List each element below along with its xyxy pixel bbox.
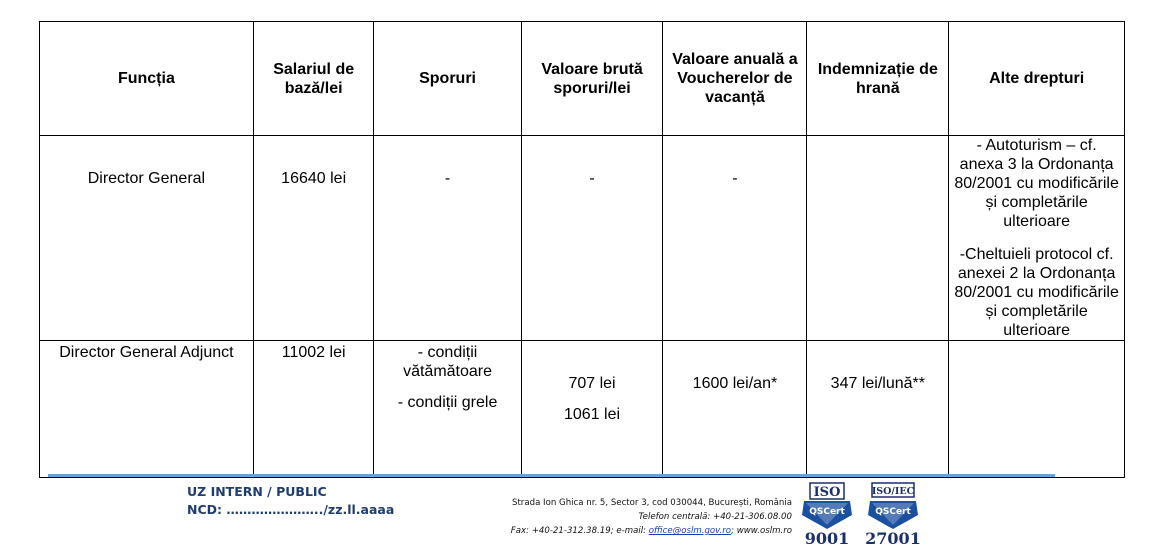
ncd-label: NCD: …………………../zz.ll.aaaa <box>187 502 395 517</box>
gross-hard: 1061 lei <box>564 406 621 423</box>
web-text: ; www.oslm.ro <box>731 526 792 536</box>
fax-text: Fax: +40-21-312.38.19; e-mail: <box>510 526 649 536</box>
cell-gross: - <box>521 136 663 341</box>
header-food: Indemnizație de hrană <box>807 22 949 136</box>
address-text: Strada Ion Ghica nr. 5, Sector 3, cod 030044, București, România <box>511 498 792 508</box>
logo1-top: ISO <box>813 485 841 500</box>
fax-line <box>470 524 792 538</box>
cell-rights <box>949 341 1125 478</box>
cell-bonuses <box>374 341 521 478</box>
header-gross: Valoare brută sporuri/lei <box>521 22 663 136</box>
logo2-top: ISO/IEC <box>871 486 915 497</box>
cell-salary: 16640 lei <box>253 136 374 341</box>
classification-block <box>187 483 394 519</box>
logo2-brand: QSCert <box>875 507 911 517</box>
header-bonuses: Sporuri <box>374 22 521 136</box>
iso-27001-logo <box>864 481 922 547</box>
salary-table <box>39 21 1125 478</box>
header-salary: Salariul de bază/lei <box>253 22 374 136</box>
cell-food <box>807 136 949 341</box>
header-rights: Alte drepturi <box>949 22 1125 136</box>
cell-gross <box>521 341 663 478</box>
phone-text: Telefon centrală: +40-21-306.08.00 <box>638 512 792 522</box>
bonus-hard: - condiții grele <box>397 394 498 411</box>
rights-car: - Autoturism – cf. anexa 3 la Ordonanța 80/2001 cu modificările și completările ulterioare <box>954 137 1119 230</box>
cell-food: 347 lei/lună** <box>807 341 949 478</box>
rights-protocol: -Cheltuieli protocol cf. anexei 2 la Ordonanța 80/2001 cu modificările și completările ulterioare <box>954 246 1119 339</box>
iso-9001-logo <box>798 481 856 547</box>
classification-label: UZ INTERN / PUBLIC <box>187 484 327 499</box>
contact-block <box>470 496 792 538</box>
table-row <box>40 341 1125 478</box>
cell-vouchers: - <box>663 136 807 341</box>
header-func: Funcția <box>40 22 254 136</box>
cell-func: Director General <box>40 136 254 341</box>
email-link[interactable]: office@oslm.gov.ro <box>648 526 732 536</box>
footer-divider <box>48 474 1055 477</box>
table-row <box>40 136 1125 341</box>
cell-bonuses: - <box>374 136 521 341</box>
cell-func: Director General Adjunct <box>40 341 254 478</box>
table-header-row <box>40 22 1125 136</box>
logo1-brand: QSCert <box>809 507 845 517</box>
logo1-num: 9001 <box>804 529 850 547</box>
gross-harmful: 707 lei <box>568 375 616 392</box>
header-vouchers: Valoare anuală a Voucherelor de vacanță <box>663 22 807 136</box>
cell-rights <box>949 136 1125 341</box>
cell-salary: 11002 lei <box>253 341 374 478</box>
logo2-num: 27001 <box>865 529 921 547</box>
bonus-harmful: - condiții vătămătoare <box>403 344 493 380</box>
cell-vouchers: 1600 lei/an* <box>663 341 807 478</box>
